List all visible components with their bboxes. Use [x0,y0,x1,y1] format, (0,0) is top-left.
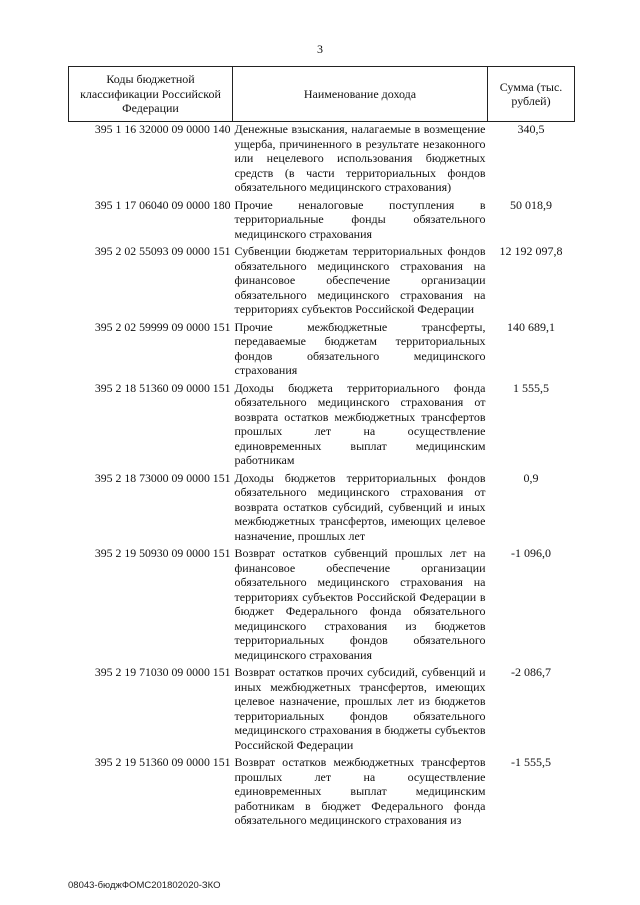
table-row [69,381,575,471]
row-sum: -2 086,7 [511,665,551,679]
row-code: 395 2 18 51360 09 0000 151 [94,380,231,395]
table-row [69,244,575,320]
header-name: Наименование дохода [233,67,488,122]
row-code: 395 1 16 32000 09 0000 140 [94,122,231,136]
table-row [69,665,575,755]
row-sum: 50 018,9 [510,197,552,212]
row-code: 395 2 02 55093 09 0000 151 [94,244,231,258]
row-code: 395 2 19 51360 09 0000 151 [94,755,231,769]
table-row [69,755,575,831]
table-row [69,471,575,547]
row-sum: 0,9 [523,470,539,485]
table-row [69,546,575,665]
table-row [69,320,575,381]
row-name: Субвенции бюджетам территориальных фондов обязательного медицинского страхования на финансовое обеспечение организации обязательного медицинского страхования на территориях субъектов Российской Федерации [234,244,486,316]
table-row [69,198,575,245]
row-code: 395 1 17 06040 09 0000 180 [94,197,231,212]
page-number: 3 [317,42,323,56]
row-name: Возврат остатков субвенций прошлых лет на финансовое обеспечение организации обязательного медицинского страхования на территориях субъектов Российской Федерации в бюджет Федерального фонда обязательного медицинского страхования из бюджетов территориальных фондов обязательного медицинского страхования [234,546,486,662]
row-sum: -1 096,0 [511,546,551,560]
row-name: Возврат остатков межбюджетных трансфертов прошлых лет на осуществление единовременных выплат медицинским работникам в бюджет Федерального фонда обязательного медицинского страхования из [234,755,486,827]
table-row [69,122,575,198]
row-name: Денежные взыскания, налагаемые в возмещение ущерба, причиненного в результате незаконного или нецелевого использования бюджетных средств (в части территориальных фондов обязательного медицинского страхования) [234,122,486,194]
header-code: Коды бюджетной классификации Российской Федерации [69,67,233,122]
row-code: 395 2 18 73000 09 0000 151 [94,470,231,485]
row-sum: 340,5 [517,122,545,136]
footer-doc-code: 08043-бюджФОМС201802020-ЗКО [68,880,221,891]
row-code: 395 2 02 59999 09 0000 151 [94,319,231,334]
table-header-row [69,67,575,122]
row-name: Доходы бюджета территориального фонда обязательного медицинского страхования от возврата остатков межбюджетных трансфертов прошлых лет на осуществление единовременных выплат медицинским работникам [234,380,486,467]
income-table [68,66,575,831]
row-name: Прочие неналоговые поступления в территориальные фонды обязательного медицинского страхования [234,197,486,241]
row-sum: 12 192 097,8 [499,244,563,258]
row-name: Возврат остатков прочих субсидий, субвенций и иных межбюджетных трансфертов, имеющих целевое назначение, прошлых лет из бюджетов территориальных фондов обязательного медицинского страхования в бюджеты субъектов Российской Федерации [234,665,486,752]
row-code: 395 2 19 71030 09 0000 151 [94,665,231,679]
income-table-container [68,66,574,831]
row-sum: -1 555,5 [511,755,551,769]
row-sum: 140 689,1 [507,319,555,334]
row-sum: 1 555,5 [513,380,549,395]
row-code: 395 2 19 50930 09 0000 151 [94,546,231,560]
row-name: Прочие межбюджетные трансферты, передаваемые бюджетам территориальных фондов обязательного медицинского страхования [234,319,486,377]
row-name: Доходы бюджетов территориальных фондов обязательного медицинского страхования от возврата остатков субсидий, субвенций и иных межбюджетных трансфертов, имеющих целевое назначение, прошлых лет [234,470,486,543]
header-sum: Сумма (тыс. рублей) [488,67,575,122]
